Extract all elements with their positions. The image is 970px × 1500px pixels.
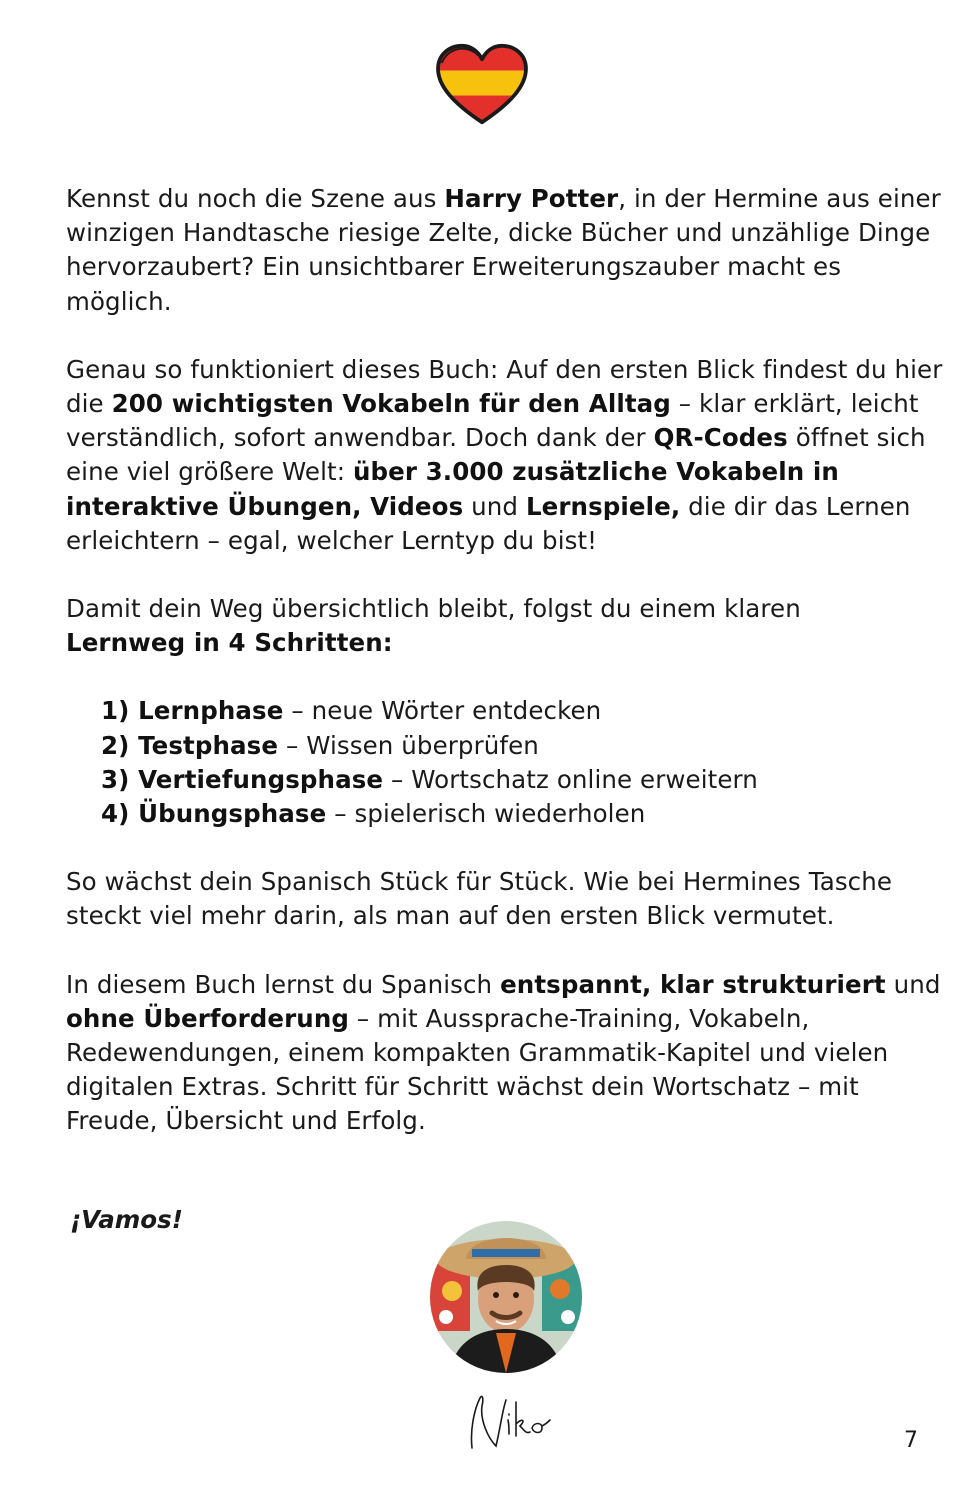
author-signature (462, 1390, 552, 1455)
step-item: 4) Übungsphase – spielerisch wiederholen (101, 799, 646, 829)
spanish-flag-heart-icon (434, 42, 530, 128)
paragraph-summary: In diesem Buch lernst du Spanisch entspannt, klar strukturiert und ohne Überforderung – mit Aussprache-Training, Vokabeln, Redewendungen, einem kompakten Grammatik-Kapitel und vielen digitalen Extras. Schritt für Schritt wächst dein Wortschatz – mit Freude, Übersicht und Erfolg. (66, 969, 941, 1136)
paragraph-intro: Kennst du noch die Szene aus Harry Potter, in der Hermine aus einer winzigen Handtasche riesige Zelte, dicke Bücher und unzählige Dinge hervorzaubert? Ein unsichtbarer Erweiterungszauber macht es möglich. (66, 184, 941, 316)
paragraph-book-concept: Genau so funktioniert dieses Buch: Auf den ersten Blick findest du hier die 200 wichtigsten Vokabeln für den Alltag – klar erklärt, leicht verständlich, sofort anwendbar. Doch dank der QR-Codes öffnet sich eine viel größere Welt: über 3.000 zusätzliche Vokabeln in interaktive Übungen, Videos und Lernspiele, die dir das Lernen erleichtern – egal, welcher Lerntyp du bist! (66, 354, 943, 555)
vamos-text: ¡Vamos! (70, 1205, 183, 1234)
bold-harry-potter: Harry Potter (444, 184, 619, 213)
author-avatar (430, 1221, 582, 1373)
page-number: 7 (904, 1428, 918, 1453)
main-text (66, 182, 946, 1173)
paragraph-hermine-bag: So wächst dein Spanisch Stück für Stück. Wie bei Hermines Tasche steckt viel mehr darin, als man auf den ersten Blick vermutet. (66, 867, 893, 931)
steps-list (66, 694, 946, 831)
step-item: 2) Testphase – Wissen überprüfen (101, 730, 539, 760)
step-item: 1) Lernphase – neue Wörter entdecken (101, 696, 602, 726)
step-item: 3) Vertiefungsphase – Wortschatz online erweitern (101, 764, 758, 794)
paragraph-learning-path: Damit dein Weg übersichtlich bleibt, folgst du einem klaren Lernweg in 4 Schritten: (66, 594, 801, 658)
